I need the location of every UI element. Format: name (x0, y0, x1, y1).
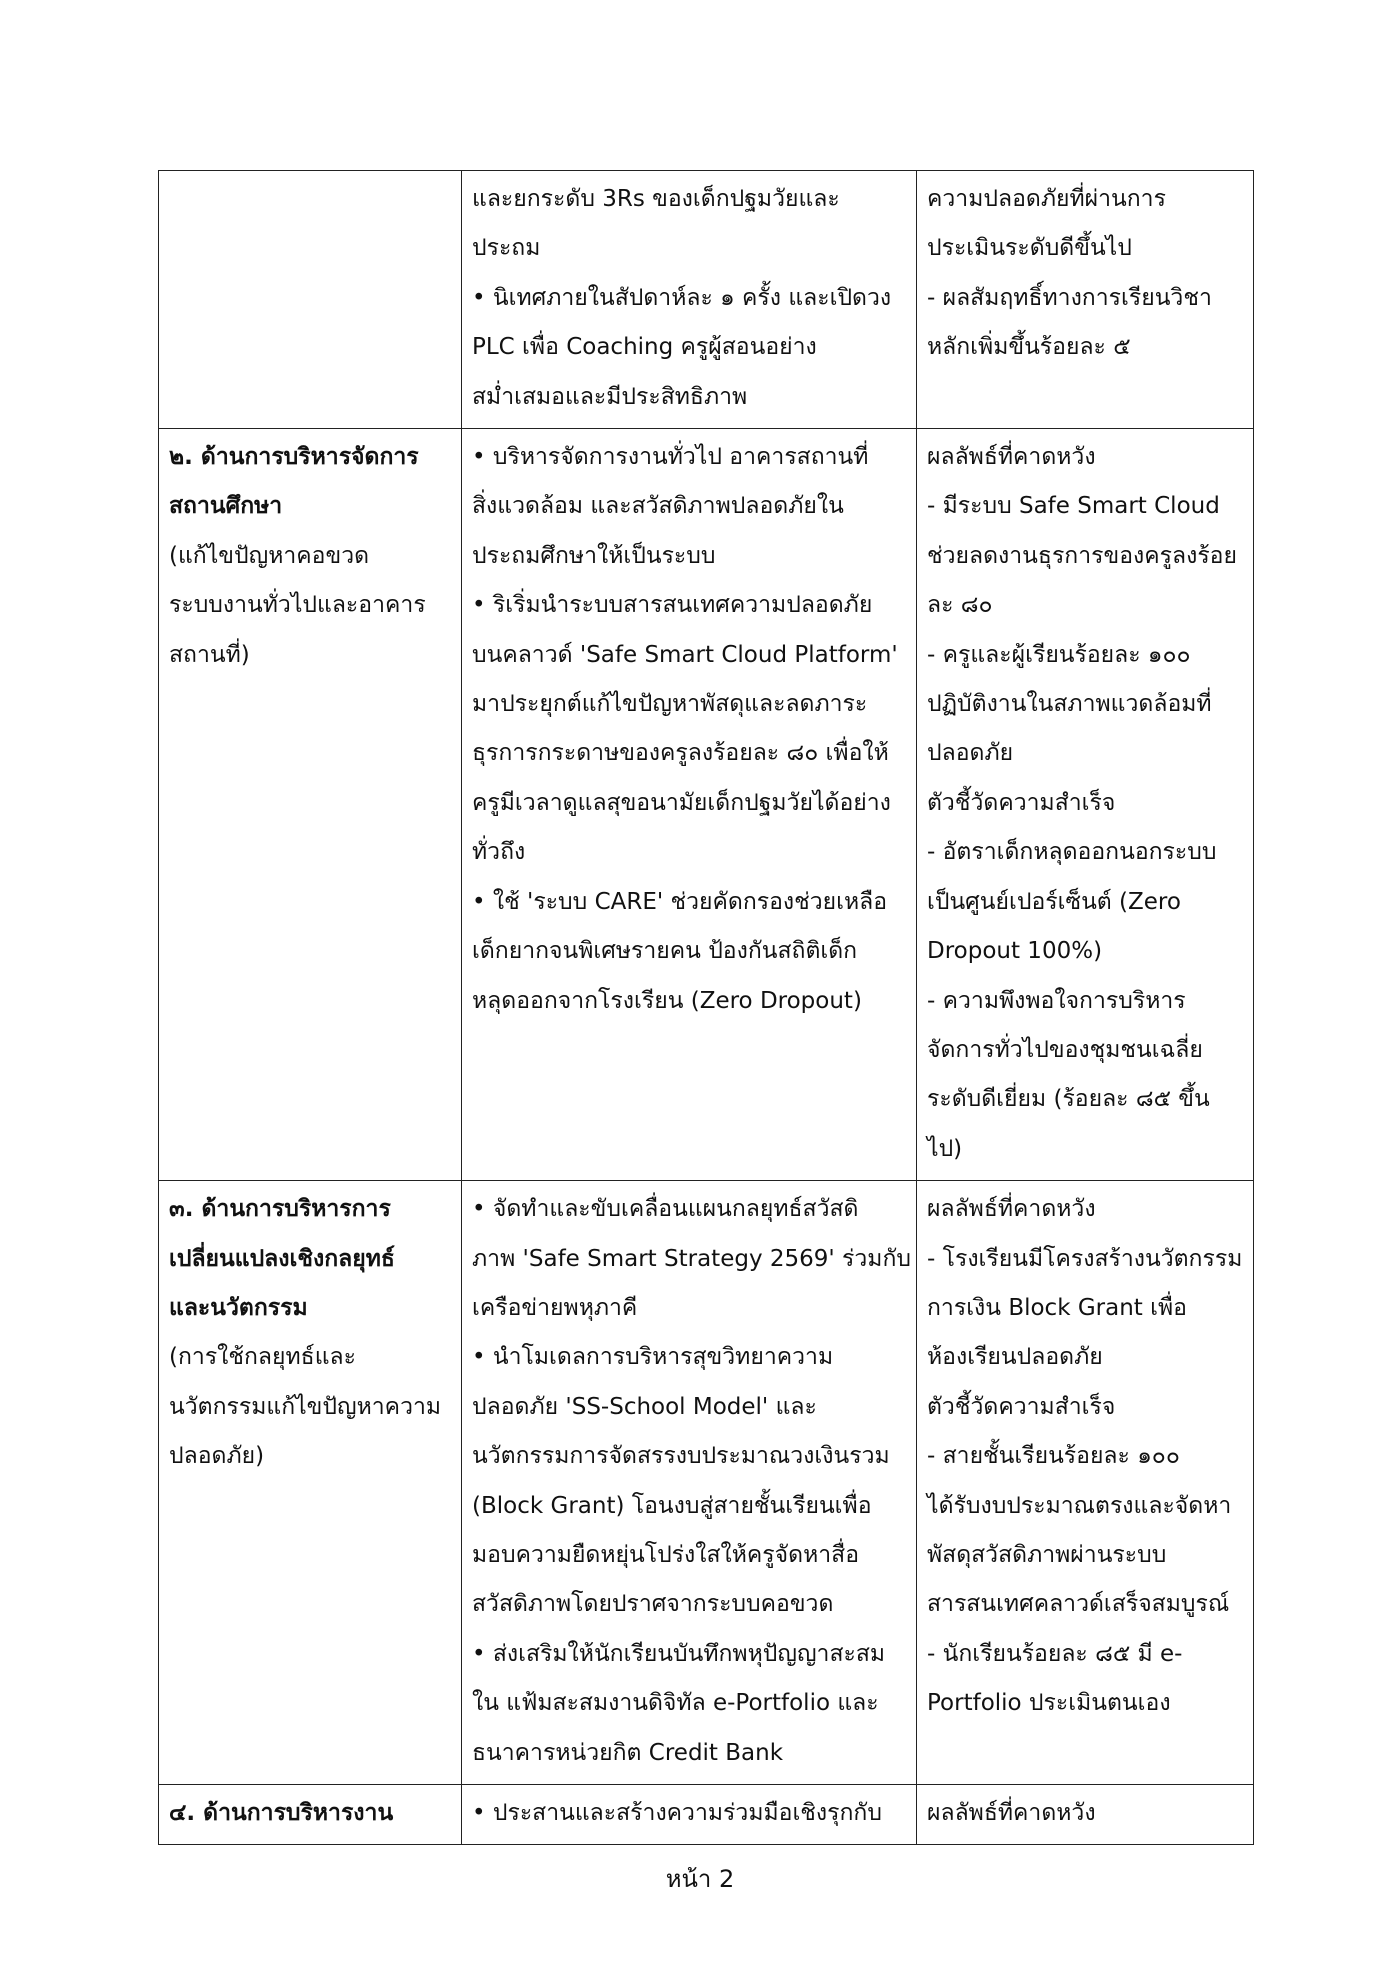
heading-line: ๓. ด้านการบริหารการ (169, 1196, 391, 1223)
text-line: ไป) (927, 1135, 963, 1162)
text-line: ประเมินระดับดีขึ้นไป (927, 235, 1132, 262)
text-line: หลุดออกจากโรงเรียน (Zero Dropout) (472, 987, 862, 1014)
text-line: นวัตกรรมการจัดสรรงบประมาณวงเงินรวม (472, 1443, 890, 1470)
outcome-cell (917, 1181, 1254, 1785)
text-line: เครือข่ายพหุภาคี (472, 1294, 638, 1321)
text-line: - อัตราเด็กหลุดออกนอกระบบ (927, 839, 1217, 866)
text-line: ประถมศึกษาให้เป็นระบบ (472, 542, 716, 569)
strategy-table (158, 170, 1254, 1845)
text-line: - ผลสัมฤทธิ์ทางการเรียนวิชา (927, 284, 1212, 311)
text-line: จัดการทั่วไปของชุมชนเฉลี่ย (927, 1036, 1203, 1063)
text-line: • นำโมเดลการบริหารสุขวิทยาความ (472, 1344, 834, 1371)
aspect-cell (159, 1785, 462, 1845)
heading-line: เปลี่ยนแปลงเชิงกลยุทธ์ (169, 1245, 395, 1272)
table-row (159, 1785, 1254, 1845)
text-line: • นิเทศภายในสัปดาห์ละ ๑ ครั้ง และเปิดวง (472, 284, 892, 311)
text-line: พัสดุสวัสดิภาพผ่านระบบ (927, 1541, 1167, 1568)
table-row (159, 171, 1254, 429)
text-line: หลักเพิ่มขึ้นร้อยละ ๕ (927, 334, 1131, 361)
text-line: สม่ำเสมอและมีประสิทธิภาพ (472, 383, 748, 410)
text-line: สวัสดิภาพโดยปราศจากระบบคอขวด (472, 1591, 834, 1618)
text-line: - นักเรียนร้อยละ ๘๕ มี e- (927, 1640, 1183, 1667)
text-line: ปลอดภัย 'SS-School Model' และ (472, 1393, 817, 1420)
text-line: (แก้ไขปัญหาคอขวด (169, 542, 370, 569)
outcome-cell (917, 1785, 1254, 1845)
aspect-cell (159, 171, 462, 429)
strategy-cell (462, 429, 917, 1181)
text-line: สิ่งแวดล้อม และสวัสดิภาพปลอดภัยใน (472, 493, 844, 520)
text-line: (Block Grant) โอนงบสู่สายชั้นเรียนเพื่อ (472, 1492, 872, 1519)
text-line: • บริหารจัดการงานทั่วไป อาคารสถานที่ (472, 444, 869, 471)
strategy-cell (462, 1181, 917, 1785)
strategy-cell (462, 171, 917, 429)
text-line: เด็กยากจนพิเศษรายคน ป้องกันสถิติเด็ก (472, 938, 858, 965)
outcome-cell (917, 171, 1254, 429)
text-line: • ริเริ่มนำระบบสารสนเทศความปลอดภัย (472, 592, 873, 619)
text-line: - ความพึงพอใจการบริหาร (927, 987, 1186, 1014)
text-line: ประถม (472, 235, 541, 262)
strategy-cell (462, 1785, 917, 1845)
text-line: ปลอดภัย) (169, 1443, 265, 1470)
table-row (159, 429, 1254, 1181)
text-line: ระบบงานทั่วไปและอาคาร (169, 592, 426, 619)
text-line: - สายชั้นเรียนร้อยละ ๑๐๐ (927, 1443, 1180, 1470)
text-line: ทั่วถึง (472, 839, 526, 866)
text-line: มาประยุกต์แก้ไขปัญหาพัสดุและลดภาระ (472, 691, 868, 718)
text-line: ใน แฟ้มสะสมงานดิจิทัล e-Portfolio และ (472, 1690, 879, 1717)
text-line: ผลลัพธ์ที่คาดหวัง (927, 1196, 1096, 1223)
table-row (159, 1181, 1254, 1785)
text-line: สถานที่) (169, 641, 250, 668)
text-line: ปฏิบัติงานในสภาพแวดล้อมที่ (927, 691, 1212, 718)
text-line: ตัวชี้วัดความสำเร็จ (927, 1393, 1116, 1420)
heading-line: ๔. ด้านการบริหารงาน (169, 1800, 394, 1826)
text-line: ได้รับงบประมาณตรงและจัดหา (927, 1492, 1232, 1519)
text-line: และยกระดับ 3Rs ของเด็กปฐมวัยและ (472, 186, 840, 212)
text-line: ผลลัพธ์ที่คาดหวัง (927, 1800, 1096, 1826)
text-line: ละ ๘๐ (927, 592, 993, 619)
text-line: ห้องเรียนปลอดภัย (927, 1344, 1103, 1371)
text-line: ภาพ 'Safe Smart Strategy 2569' ร่วมกับ (472, 1245, 911, 1272)
text-line: นวัตกรรมแก้ไขปัญหาความ (169, 1393, 442, 1420)
text-line: ผลลัพธ์ที่คาดหวัง (927, 444, 1096, 471)
text-line: • ใช้ 'ระบบ CARE' ช่วยคัดกรองช่วยเหลือ (472, 888, 888, 915)
text-line: ตัวชี้วัดความสำเร็จ (927, 789, 1116, 816)
text-line: ช่วยลดงานธุรการของครูลงร้อย (927, 542, 1237, 569)
text-line: มอบความยืดหยุ่นโปร่งใสให้ครูจัดหาสื่อ (472, 1541, 860, 1568)
heading-line: สถานศึกษา (169, 493, 283, 520)
text-line: Dropout 100%) (927, 938, 1103, 965)
text-line: ปลอดภัย (927, 740, 1014, 767)
text-line: เป็นศูนย์เปอร์เซ็นต์ (Zero (927, 888, 1181, 915)
aspect-cell (159, 1181, 462, 1785)
text-line: ความปลอดภัยที่ผ่านการ (927, 186, 1166, 212)
text-line: PLC เพื่อ Coaching ครูผู้สอนอย่าง (472, 334, 817, 361)
text-line: การเงิน Block Grant เพื่อ (927, 1294, 1187, 1321)
text-line: ธนาคารหน่วยกิต Credit Bank (472, 1739, 784, 1766)
text-line: สารสนเทศคลาวด์เสร็จสมบูรณ์ (927, 1591, 1230, 1618)
text-line: • ส่งเสริมให้นักเรียนบันทึกพหุปัญญาสะสม (472, 1640, 886, 1667)
heading-line: และนวัตกรรม (169, 1294, 308, 1321)
text-line: - โรงเรียนมีโครงสร้างนวัตกรรม (927, 1245, 1243, 1272)
text-line: (การใช้กลยุทธ์และ (169, 1344, 356, 1371)
aspect-cell (159, 429, 462, 1181)
outcome-cell (917, 429, 1254, 1181)
text-line: • จัดทำและขับเคลื่อนแผนกลยุทธ์สวัสดิ (472, 1196, 859, 1223)
page-number: หน้า 2 (665, 1865, 735, 1893)
text-line: - มีระบบ Safe Smart Cloud (927, 493, 1220, 520)
text-line: ระดับดีเยี่ยม (ร้อยละ ๘๕ ขึ้น (927, 1086, 1210, 1113)
text-line: ธุรการกระดาษของครูลงร้อยละ ๘๐ เพื่อให้ (472, 740, 889, 767)
text-line: ครูมีเวลาดูแลสุขอนามัยเด็กปฐมวัยได้อย่าง (472, 789, 891, 816)
text-line: • ประสานและสร้างความร่วมมือเชิงรุกกับ (472, 1800, 882, 1826)
text-line: - ครูและผู้เรียนร้อยละ ๑๐๐ (927, 641, 1191, 668)
heading-line: ๒. ด้านการบริหารจัดการ (169, 444, 419, 471)
text-line: บนคลาวด์ 'Safe Smart Cloud Platform' (472, 641, 898, 668)
text-line: Portfolio ประเมินตนเอง (927, 1690, 1171, 1717)
